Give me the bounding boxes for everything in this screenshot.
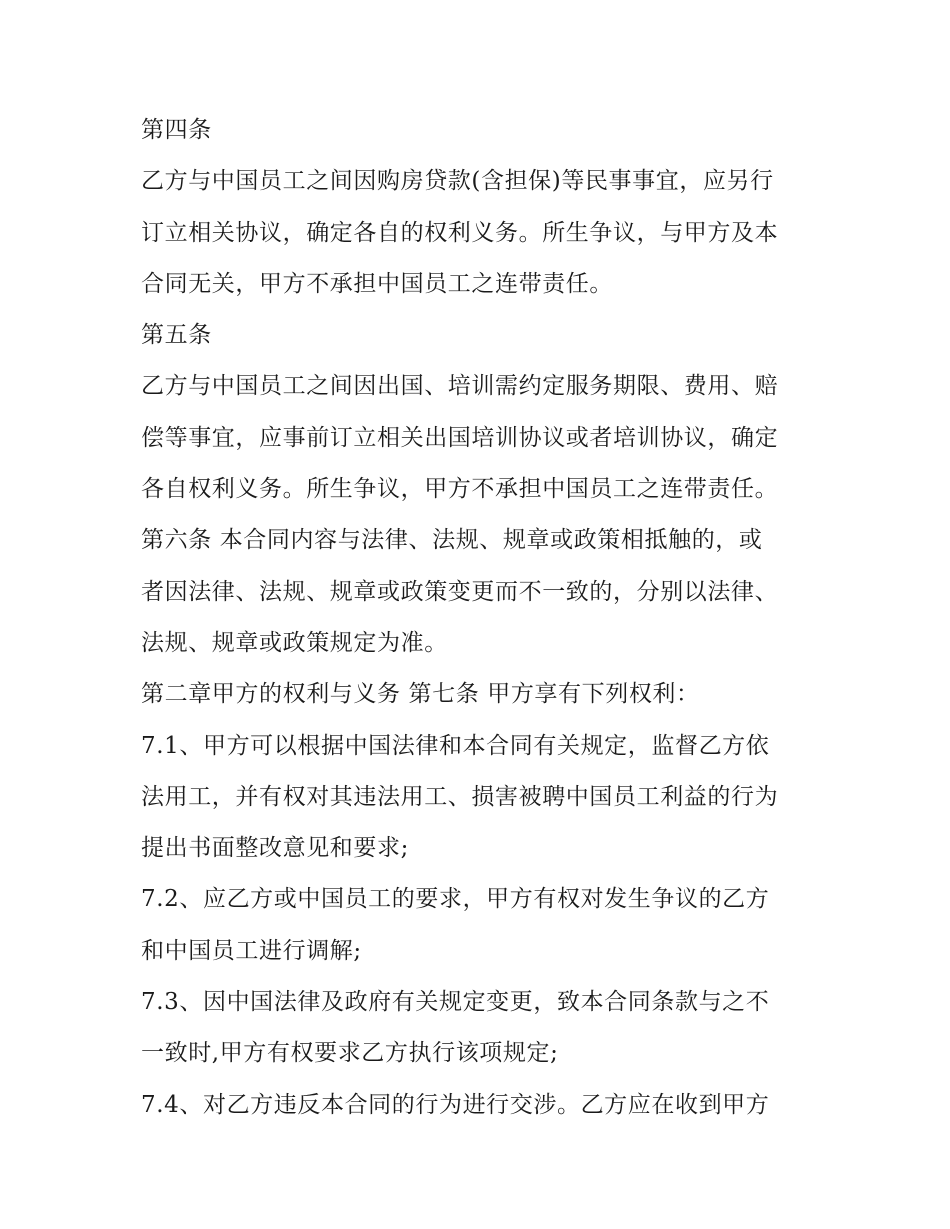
text-line: 提出书面整改意见和要求; bbox=[141, 835, 409, 862]
text-line: 第六条 本合同内容与法律、法规、规章或政策相抵触的，或 bbox=[141, 527, 763, 554]
text-line: 者因法律、法规、规章或政策变更而不一致的，分别以法律、 bbox=[141, 578, 779, 605]
document-body bbox=[141, 105, 821, 1131]
article-4-heading: 第四条 bbox=[141, 117, 212, 143]
text-line: 各自权利义务。所生争议，甲方不承担中国员工之连带责任。 bbox=[141, 476, 779, 503]
clause-7-4: 7.4、对乙方违反本合同的行为进行交涉。乙方应在收到甲方 bbox=[141, 1091, 770, 1118]
text-line: 法规、规章或政策规定为准。 bbox=[141, 629, 448, 656]
text-line: 乙方与中国员工之间因出国、培训需约定服务期限、费用、赔 bbox=[141, 373, 779, 400]
clause-7-1: 7.1、甲方可以根据中国法律和本合同有关规定，监督乙方依 bbox=[141, 732, 770, 759]
text-line: 偿等事宜，应事前订立相关出国培训协议或者培训协议，确定 bbox=[141, 424, 779, 451]
clause-7-3: 7.3、因中国法律及政府有关规定变更，致本合同条款与之不 bbox=[141, 989, 770, 1016]
text-line: 和中国员工进行调解; bbox=[141, 937, 362, 964]
text-line: 订立相关协议，确定各自的权利义务。所生争议，与甲方及本 bbox=[141, 219, 779, 246]
text-line: 法用工，并有权对其违法用工、损害被聘中国员工利益的行为 bbox=[141, 783, 779, 810]
article-5-heading: 第五条 bbox=[141, 322, 212, 349]
text-line: 乙方与中国员工之间因购房贷款(含担保)等民事事宜，应另行 bbox=[141, 168, 774, 195]
text-line: 合同无关，甲方不承担中国员工之连带责任。 bbox=[141, 270, 613, 297]
text-line: 一致时,甲方有权要求乙方执行该项规定; bbox=[141, 1040, 559, 1067]
chapter-2-heading: 第二章甲方的权利与义务 第七条 甲方享有下列权利： bbox=[141, 681, 700, 708]
clause-7-2: 7.2、应乙方或中国员工的要求，甲方有权对发生争议的乙方 bbox=[141, 886, 770, 913]
